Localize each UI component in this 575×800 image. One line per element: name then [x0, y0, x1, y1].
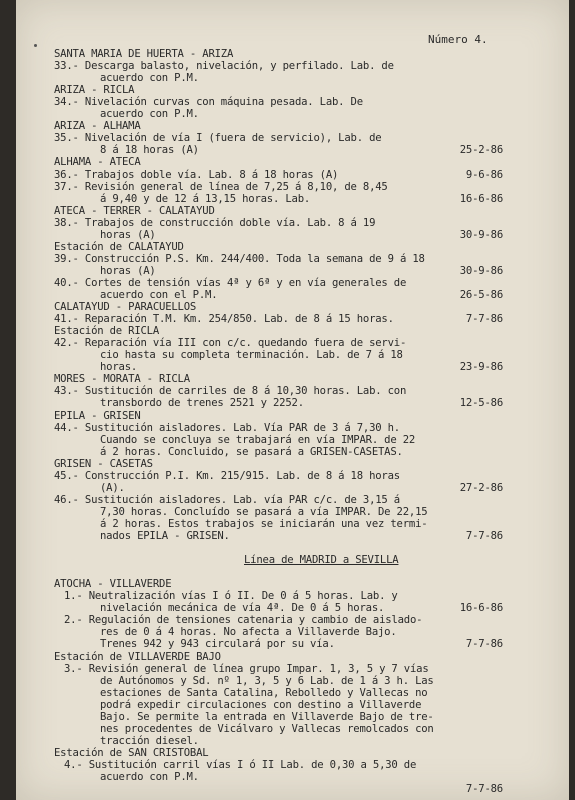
line-text: SANTA MARIA DE HUERTA - ARIZA	[54, 48, 234, 60]
text-line	[16, 422, 569, 434]
line-text: nes procedentes de Vicálvaro y Vallecas remolcados con	[100, 722, 434, 735]
line-text: acuerdo con P.M.	[100, 72, 199, 85]
line-text: Estación de RICLA	[54, 325, 160, 338]
text-line	[16, 530, 569, 542]
line-text: acuerdo con P.M.	[100, 108, 199, 121]
line-text: 37.- Revisión general de línea de 7,25 á 8,10, de 8,45	[54, 180, 388, 193]
line-text: 4.- Sustitución carril vías I ó II Lab. de 0,30 a 5,30 de	[64, 758, 417, 771]
line-text: 3.- Revisión general de línea grupo Impar. 1, 3, 5 y 7 vías	[64, 662, 429, 675]
line-date: 25-2-86	[459, 144, 503, 157]
line-text: nados EPILA - GRISEN.	[100, 530, 230, 542]
text-line	[16, 699, 569, 711]
text-line	[16, 205, 569, 217]
text-line	[16, 217, 569, 229]
text-line	[16, 277, 569, 289]
text-line	[16, 542, 569, 554]
line-date: 7-7-86	[465, 783, 503, 796]
line-text: horas.	[100, 361, 138, 374]
text-line	[16, 289, 569, 301]
line-text: 41.- Reparación T.M. Km. 254/850. Lab. de 8 á 15 horas.	[54, 313, 394, 326]
text-line	[16, 84, 569, 96]
text-line	[16, 675, 569, 687]
line-text: acuerdo con P.M.	[100, 771, 199, 783]
line-text: transbordo de trenes 2521 y 2252.	[100, 397, 304, 410]
line-text: 2.- Regulación de tensiones catenaria y cambio de aislado-	[64, 614, 423, 627]
line-text: 36.- Trabajos doble vía. Lab. 8 á 18 horas (A)	[54, 168, 339, 181]
line-text: 35.- Nivelación de vía I (fuera de servicio), Lab. de	[54, 132, 382, 145]
line-text: 8 á 18 horas (A)	[100, 144, 199, 157]
line-text: á 2 horas. Estos trabajos se iniciarán una vez termi-	[100, 517, 428, 530]
line-date: 9-6-86	[465, 168, 503, 181]
line-text: CALATAYUD - PARACUELLOS	[54, 301, 197, 314]
line-text: Estación de CALATAYUD	[54, 240, 184, 253]
line-date: 12-5-86	[459, 397, 503, 410]
text-line	[16, 458, 569, 470]
line-text: á 9,40 y de 12 á 13,15 horas. Lab.	[100, 192, 311, 205]
text-line	[16, 60, 569, 72]
text-line	[16, 434, 569, 446]
text-line	[16, 253, 569, 265]
line-text: 43.- Sustitución de carriles de 8 á 10,30 horas. Lab. con	[54, 385, 407, 398]
line-text: 40.- Cortes de tensión vías 4ª y 6ª y en vía generales de	[54, 276, 407, 289]
text-line	[16, 193, 569, 205]
text-line	[16, 735, 569, 747]
line-text: horas (A)	[100, 264, 156, 277]
text-line	[16, 301, 569, 313]
text-line	[16, 482, 569, 494]
text-line	[16, 373, 569, 385]
line-text: estaciones de Santa Catalina, Rebolledo y Vallecas no	[100, 686, 428, 699]
text-line	[16, 554, 569, 566]
text-line	[16, 132, 569, 144]
line-text: Estación de VILLAVERDE BAJO	[54, 650, 221, 663]
text-line	[16, 723, 569, 735]
line-text: 44.- Sustitución aisladores. Lab. Vía PAR de 3 á 7,30 h.	[54, 421, 400, 434]
line-text: GRISEN - CASETAS	[54, 457, 153, 470]
line-date: 30-9-86	[459, 228, 503, 241]
line-text: 33.- Descarga balasto, nivelación, y perfilado. Lab. de	[54, 60, 394, 73]
line-text: cio hasta su completa terminación. Lab. de 7 á 18	[100, 349, 403, 362]
text-line	[16, 494, 569, 506]
text-line	[16, 48, 569, 60]
line-date: 16-6-86	[459, 192, 503, 205]
text-line	[16, 759, 569, 771]
text-line	[16, 578, 569, 590]
line-text: Cuando se concluya se trabajará en vía IMPAR. de 22	[100, 433, 416, 446]
line-text: 42.- Reparación vía III con c/c. quedando fuera de servi-	[54, 337, 407, 350]
text-line	[16, 72, 569, 84]
line-text: á 2 horas. Concluido, se pasará a GRISEN-CASETAS.	[100, 445, 403, 458]
text-line	[16, 747, 569, 759]
line-text: ARIZA - RICLA	[54, 84, 135, 97]
line-text: acuerdo con el P.M.	[100, 289, 218, 301]
page-number: Número 4.	[428, 33, 488, 46]
line-text: ALHAMA - ATECA	[54, 156, 141, 169]
text-line	[16, 325, 569, 337]
text-line	[16, 663, 569, 675]
text-line	[16, 566, 569, 578]
text-line	[16, 590, 569, 602]
text-line	[16, 313, 569, 325]
line-date: 30-9-86	[459, 264, 503, 277]
line-date: 23-9-86	[459, 361, 503, 374]
line-text: 7,30 horas. Concluído se pasará a vía IMPAR. De 22,15	[100, 505, 428, 518]
text-line	[16, 181, 569, 193]
text-line	[16, 446, 569, 458]
text-line	[16, 771, 569, 783]
line-text: tracción diesel.	[100, 734, 199, 747]
text-line	[16, 470, 569, 482]
line-text: 45.- Construcción P.I. Km. 215/915. Lab. de 8 á 18 horas	[54, 469, 400, 482]
text-line	[16, 638, 569, 650]
text-line	[16, 108, 569, 120]
text-line	[16, 96, 569, 108]
line-text: ARIZA - ALHAMA	[54, 120, 141, 133]
text-line	[16, 651, 569, 663]
line-text: de Autónomos y Sd. nº 1, 3, 5 y 6 Lab. de 1 á 3 h. Las	[100, 674, 434, 687]
line-text: 1.- Neutralización vías I ó II. De 0 á 5 horas. Lab. y	[64, 590, 398, 603]
line-date: 16-6-86	[459, 602, 503, 615]
line-text: 46.- Sustitución aisladores. Lab. vía PAR c/c. de 3,15 á	[54, 493, 400, 506]
text-line	[16, 349, 569, 361]
text-line	[16, 687, 569, 699]
line-text: MORES - MORATA - RICLA	[54, 373, 190, 386]
line-text: Estación de SAN CRISTOBAL	[54, 746, 209, 759]
text-line	[16, 410, 569, 422]
line-text: podrá expedir circulaciones con destino a Villaverde	[100, 698, 422, 711]
line-date: 7-7-86	[465, 530, 503, 542]
line-text: ATOCHA - VILLAVERDE	[54, 578, 172, 591]
line-text: 39.- Construcción P.S. Km. 244/400. Toda la semana de 9 á 18	[54, 252, 425, 265]
text-line	[16, 169, 569, 181]
text-line	[16, 506, 569, 518]
line-text: Bajo. Se permite la entrada en Villaverde Bajo de tre-	[100, 710, 434, 723]
text-line	[16, 361, 569, 373]
text-line	[16, 626, 569, 638]
section-heading: Línea de MADRID a SEVILLA	[244, 554, 399, 567]
text-line	[16, 120, 569, 132]
line-date: 7-7-86	[465, 638, 503, 651]
text-line	[16, 144, 569, 156]
text-line	[16, 397, 569, 409]
line-date: 7-7-86	[465, 313, 503, 326]
line-text: EPILA - GRISEN	[54, 409, 141, 422]
document-page	[16, 0, 569, 800]
line-text: 34.- Nivelación curvas con máquina pesada. Lab. De	[54, 96, 363, 109]
text-line	[16, 518, 569, 530]
line-text: nivelación mecánica de vía 4ª. De 0 á 5 horas.	[100, 602, 385, 615]
line-date: 27-2-86	[459, 481, 503, 494]
text-line	[16, 711, 569, 723]
text-line	[16, 614, 569, 626]
text-line	[16, 229, 569, 241]
text-line	[16, 602, 569, 614]
line-text: 38.- Trabajos de construcción doble vía. Lab. 8 á 19	[54, 216, 376, 229]
line-text: (A).	[100, 481, 125, 494]
line-text: ATECA - TERRER - CALATAYUD	[54, 204, 215, 217]
text-line	[16, 783, 569, 795]
line-text: Trenes 942 y 943 circulará por su vía.	[100, 638, 335, 651]
line-date: 26-5-86	[459, 289, 503, 301]
text-line	[16, 156, 569, 168]
line-text: res de 0 á 4 horas. No afecta a Villaverde Bajo.	[100, 626, 397, 639]
text-line	[16, 337, 569, 349]
text-line	[16, 265, 569, 277]
text-line	[16, 385, 569, 397]
punch-mark	[34, 44, 37, 47]
line-text: horas (A)	[100, 228, 156, 241]
text-line	[16, 241, 569, 253]
